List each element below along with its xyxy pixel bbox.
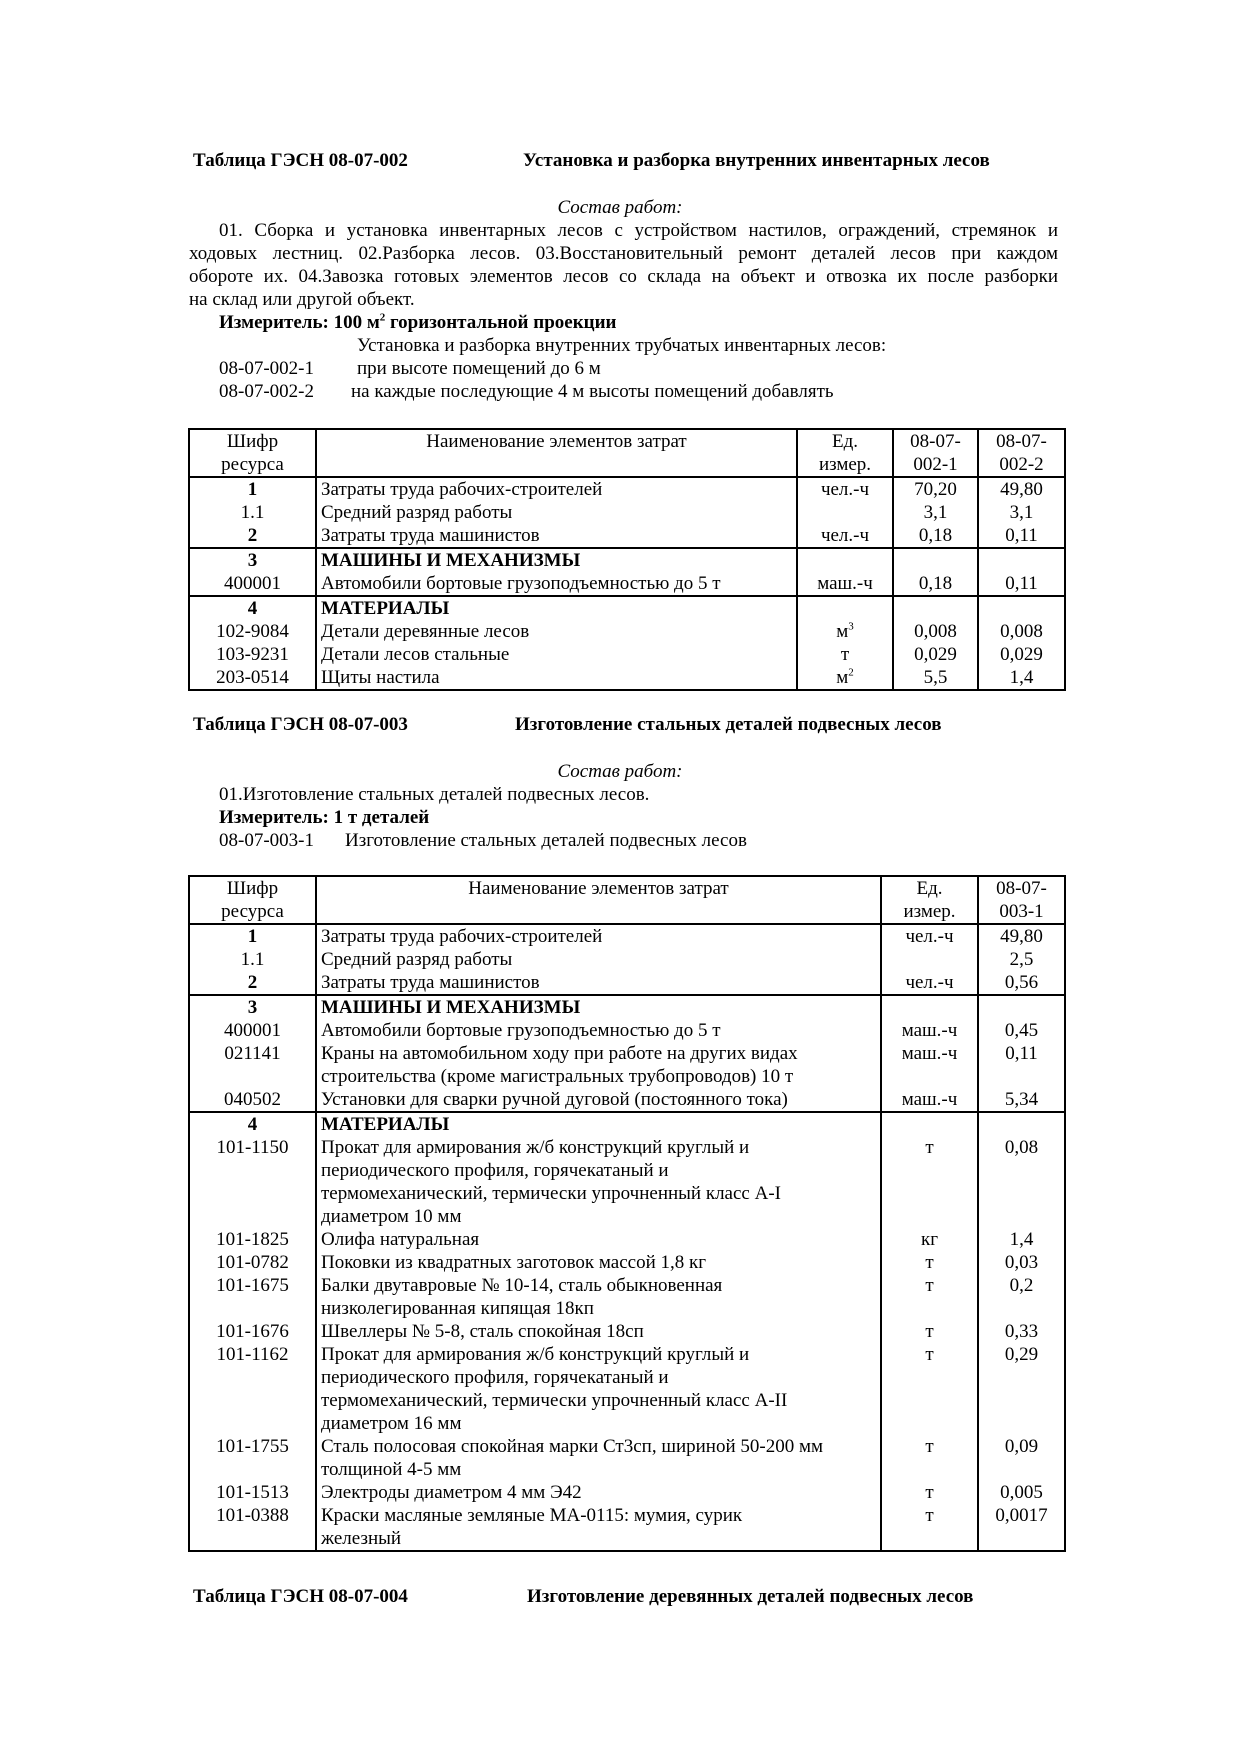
row-unit: т <box>881 1481 978 1504</box>
row-name: Средний разряд работы <box>316 501 797 524</box>
header-code: Шифр ресурса <box>189 876 316 924</box>
header-name: Наименование элементов затрат <box>316 429 797 477</box>
row-value-2: 0,11 <box>978 572 1065 596</box>
row-value-1: 0,0017 <box>978 1504 1065 1551</box>
table-1 <box>188 428 1066 691</box>
row-name: Автомобили бортовые грузоподъемностью до 5 т <box>316 572 797 596</box>
row-value-1: 0,08 <box>978 1136 1065 1228</box>
row-value-1 <box>978 1112 1065 1136</box>
row-value-1: 5,34 <box>978 1088 1065 1112</box>
row-unit: т <box>797 643 893 666</box>
row-value-1: 5,5 <box>893 666 978 690</box>
row-value-1: 70,20 <box>893 477 978 501</box>
row-unit: т <box>881 1320 978 1343</box>
row-unit: т <box>881 1343 978 1435</box>
table-1-title: Установка и разборка внутренних инвентарных лесов <box>523 150 990 171</box>
row-unit: маш.-ч <box>881 1042 978 1088</box>
table-1-code-2-name: на каждые последующие 4 м высоты помещений добавлять <box>351 381 834 402</box>
table-2-measure: Измеритель: 1 т деталей <box>219 807 430 828</box>
row-code: 040502 <box>189 1088 316 1112</box>
row-unit <box>881 995 978 1019</box>
row-unit: чел.-ч <box>881 971 978 995</box>
table-1-sostav-line-2: ходовых лестниц. 02.Разборка лесов. 03.Восстановительный ремонт деталей лесов при каждом <box>189 243 1058 264</box>
row-name: Краны на автомобильном ходу при работе на других видах строительства (кроме магистральных трубопроводов) 10 т <box>316 1042 881 1088</box>
table-row <box>189 620 1065 643</box>
row-name: Олифа натуральная <box>316 1228 881 1251</box>
row-name: МАТЕРИАЛЫ <box>316 1112 881 1136</box>
row-value-1: 0,029 <box>893 643 978 666</box>
row-code: 101-1150 <box>189 1136 316 1228</box>
table-row <box>189 666 1065 690</box>
row-name: Затраты труда рабочих-строителей <box>316 924 881 948</box>
table-row <box>189 1019 1065 1042</box>
row-code: 101-1825 <box>189 1228 316 1251</box>
table-row <box>189 572 1065 596</box>
table-1-header <box>189 429 1065 477</box>
row-value-1: 0,03 <box>978 1251 1065 1274</box>
table-1-sostav-line-1: 01. Сборка и установка инвентарных лесов с устройством настилов, ограждений, стремянок и <box>219 220 1058 241</box>
row-value-2 <box>978 548 1065 572</box>
table-row <box>189 1504 1065 1551</box>
table-1-code-1-name: при высоте помещений до 6 м <box>357 358 601 379</box>
table-1-code-2: 08-07-002-2 <box>219 381 314 402</box>
row-value-1: 3,1 <box>893 501 978 524</box>
row-code: 101-1162 <box>189 1343 316 1435</box>
row-code: 1 <box>189 477 316 501</box>
row-name: Поковки из квадратных заготовок массой 1,8 кг <box>316 1251 881 1274</box>
row-name: Детали деревянные лесов <box>316 620 797 643</box>
table-1-sostav-heading: Состав работ: <box>557 197 683 218</box>
table-row <box>189 1112 1065 1136</box>
row-code: 2 <box>189 971 316 995</box>
table-2-sostav-text: 01.Изготовление стальных деталей подвесных лесов. <box>219 784 650 805</box>
row-unit: т <box>881 1504 978 1551</box>
table-1-code-1: 08-07-002-1 <box>219 358 314 379</box>
row-value-1: 2,5 <box>978 948 1065 971</box>
row-name: Средний разряд работы <box>316 948 881 971</box>
row-value-1 <box>978 995 1065 1019</box>
row-unit: чел.-ч <box>797 477 893 501</box>
row-code: 101-0388 <box>189 1504 316 1551</box>
header-unit: Ед. измер. <box>797 429 893 477</box>
row-name: Затраты труда машинистов <box>316 971 881 995</box>
row-unit <box>797 596 893 620</box>
table-row <box>189 1435 1065 1481</box>
row-name: МАШИНЫ И МЕХАНИЗМЫ <box>316 995 881 1019</box>
row-unit: т <box>881 1136 978 1228</box>
row-name: МАШИНЫ И МЕХАНИЗМЫ <box>316 548 797 572</box>
row-unit: $м^2$ <box>797 666 893 690</box>
table-row <box>189 1042 1065 1088</box>
row-value-1: 0,33 <box>978 1320 1065 1343</box>
row-unit: т <box>881 1251 978 1274</box>
table-row <box>189 524 1065 548</box>
table-1-label: Таблица ГЭСН 08-07-002 <box>193 150 408 171</box>
row-code: 101-1676 <box>189 1320 316 1343</box>
row-name: Прокат для армирования ж/б конструкций круглый и периодического профиля, горячекатаный и термомеханический, термически упрочненный класс А-II диаметром 16 мм <box>316 1343 881 1435</box>
row-name: Электроды диаметром 4 мм Э42 <box>316 1481 881 1504</box>
table-2-sostav-heading: Состав работ: <box>557 761 683 782</box>
table-row <box>189 995 1065 1019</box>
row-name: Установки для сварки ручной дуговой (постоянного тока) <box>316 1088 881 1112</box>
row-code: 1.1 <box>189 501 316 524</box>
table-2-label: Таблица ГЭСН 08-07-003 <box>193 714 408 735</box>
row-code: 102-9084 <box>189 620 316 643</box>
row-unit <box>881 1112 978 1136</box>
row-unit: маш.-ч <box>881 1088 978 1112</box>
table-2 <box>188 875 1066 1552</box>
header-name: Наименование элементов затрат <box>316 876 881 924</box>
row-value-2: 1,4 <box>978 666 1065 690</box>
table-row <box>189 971 1065 995</box>
table-row <box>189 501 1065 524</box>
row-unit: т <box>881 1435 978 1481</box>
row-unit: $м^3$ <box>797 620 893 643</box>
row-name: МАТЕРИАЛЫ <box>316 596 797 620</box>
table-1-measure: Измеритель: 100 $м^2$ горизонтальной проекции <box>219 311 617 333</box>
table-3-label: Таблица ГЭСН 08-07-004 <box>193 1586 408 1607</box>
header-value-1: 08-07- 003-1 <box>978 876 1065 924</box>
table-row <box>189 1274 1065 1320</box>
row-code: 101-1755 <box>189 1435 316 1481</box>
row-code: 101-1675 <box>189 1274 316 1320</box>
row-code: 101-1513 <box>189 1481 316 1504</box>
row-name: Автомобили бортовые грузоподъемностью до 5 т <box>316 1019 881 1042</box>
row-value-1: 0,18 <box>893 572 978 596</box>
row-value-2: 3,1 <box>978 501 1065 524</box>
row-code: 400001 <box>189 1019 316 1042</box>
table-1-sostav-line-4: на склад или другой объект. <box>189 289 415 310</box>
row-value-2: 0,029 <box>978 643 1065 666</box>
table-2-code-name: Изготовление стальных деталей подвесных лесов <box>345 830 747 851</box>
row-value-1: 0,09 <box>978 1435 1065 1481</box>
table-row <box>189 643 1065 666</box>
row-code: 101-0782 <box>189 1251 316 1274</box>
table-row <box>189 1228 1065 1251</box>
row-code: 203-0514 <box>189 666 316 690</box>
row-value-2: 49,80 <box>978 477 1065 501</box>
row-code: 103-9231 <box>189 643 316 666</box>
row-unit: кг <box>881 1228 978 1251</box>
header-unit: Ед. измер. <box>881 876 978 924</box>
row-code: 3 <box>189 995 316 1019</box>
row-unit: чел.-ч <box>797 524 893 548</box>
row-value-1: 0,29 <box>978 1343 1065 1435</box>
header-code: Шифр ресурса <box>189 429 316 477</box>
table-2-header <box>189 876 1065 924</box>
table-row <box>189 548 1065 572</box>
row-value-1 <box>893 596 978 620</box>
row-code: 3 <box>189 548 316 572</box>
row-code: 4 <box>189 1112 316 1136</box>
table-2-title: Изготовление стальных деталей подвесных лесов <box>515 714 942 735</box>
row-code: 1.1 <box>189 948 316 971</box>
header-value-1: 08-07- 002-1 <box>893 429 978 477</box>
row-value-2: 0,008 <box>978 620 1065 643</box>
row-value-1: 0,45 <box>978 1019 1065 1042</box>
row-value-1: 0,008 <box>893 620 978 643</box>
row-name: Швеллеры № 5-8, сталь спокойная 18сп <box>316 1320 881 1343</box>
row-unit: т <box>881 1274 978 1320</box>
row-value-2: 0,11 <box>978 524 1065 548</box>
row-unit <box>797 548 893 572</box>
table-row <box>189 477 1065 501</box>
row-value-2 <box>978 596 1065 620</box>
row-value-1: 0,2 <box>978 1274 1065 1320</box>
row-unit: маш.-ч <box>881 1019 978 1042</box>
row-value-1: 49,80 <box>978 924 1065 948</box>
row-value-1: 0,005 <box>978 1481 1065 1504</box>
row-value-1: 0,11 <box>978 1042 1065 1088</box>
row-name: Сталь полосовая спокойная марки Ст3сп, шириной 50-200 мм толщиной 4-5 мм <box>316 1435 881 1481</box>
table-row <box>189 1481 1065 1504</box>
table-row <box>189 1320 1065 1343</box>
table-row <box>189 948 1065 971</box>
table-row <box>189 596 1065 620</box>
table-1-sostav-line-3: обороте их. 04.Завозка готовых элементов лесов со склада на объект и отвозка их после разборки <box>189 266 1058 287</box>
row-code: 1 <box>189 924 316 948</box>
row-name: Затраты труда машинистов <box>316 524 797 548</box>
table-row <box>189 1251 1065 1274</box>
row-code: 021141 <box>189 1042 316 1088</box>
row-unit: маш.-ч <box>797 572 893 596</box>
row-unit <box>881 948 978 971</box>
row-code: 400001 <box>189 572 316 596</box>
table-row <box>189 1343 1065 1435</box>
row-name: Щиты настила <box>316 666 797 690</box>
row-name: Прокат для армирования ж/б конструкций круглый и периодического профиля, горячекатаный и термомеханический, термически упрочненный класс А-I диаметром 10 мм <box>316 1136 881 1228</box>
row-code: 2 <box>189 524 316 548</box>
table-1-group-title: Установка и разборка внутренних трубчатых инвентарных лесов: <box>357 335 887 356</box>
row-unit <box>797 501 893 524</box>
row-value-1: 0,56 <box>978 971 1065 995</box>
row-unit: чел.-ч <box>881 924 978 948</box>
row-name: Балки двутавровые № 10-14, сталь обыкновенная низколегированная кипящая 18кп <box>316 1274 881 1320</box>
row-value-1: 1,4 <box>978 1228 1065 1251</box>
row-name: Краски масляные земляные МА-0115: мумия, сурик железный <box>316 1504 881 1551</box>
table-row <box>189 1088 1065 1112</box>
row-value-1 <box>893 548 978 572</box>
table-2-code: 08-07-003-1 <box>219 830 314 851</box>
row-name: Затраты труда рабочих-строителей <box>316 477 797 501</box>
header-value-2: 08-07- 002-2 <box>978 429 1065 477</box>
table-row <box>189 924 1065 948</box>
row-name: Детали лесов стальные <box>316 643 797 666</box>
row-code: 4 <box>189 596 316 620</box>
row-value-1: 0,18 <box>893 524 978 548</box>
table-row <box>189 1136 1065 1228</box>
table-3-title: Изготовление деревянных деталей подвесных лесов <box>527 1586 974 1607</box>
